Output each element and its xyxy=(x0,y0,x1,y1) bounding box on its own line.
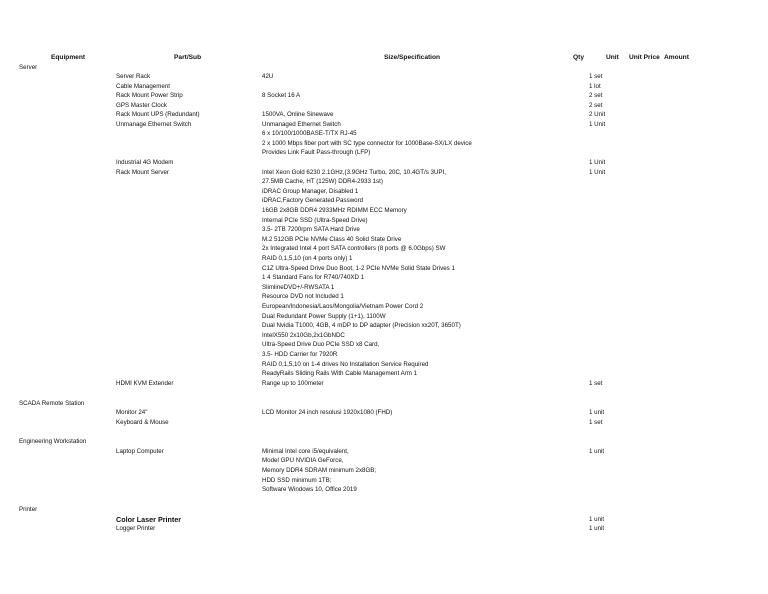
qty-cell: 2 Unit xyxy=(589,111,606,118)
qty-cell: 1 unit xyxy=(589,448,605,455)
part-item: Rack Mount UPS (Redundant) xyxy=(116,111,200,118)
qty-cell: 1 lot xyxy=(589,83,601,90)
spec-line: HDD SSD minimum 1TB; xyxy=(262,477,332,484)
spec-line: Minimal Intel core i5/equivalent, xyxy=(262,448,349,455)
spec-line: M.2 512GB PCIe NVMe Class 40 Solid State Drive xyxy=(262,236,402,243)
spec-line: Ultra-Speed Drive Duo PCIe SSD x8 Card, xyxy=(262,341,380,348)
spec-line: 3.5- 2TB 7200rpm SATA Hard Drive xyxy=(262,226,360,233)
qty-cell: 1 set xyxy=(589,380,603,387)
qty-cell: 1 unit xyxy=(589,409,605,416)
header-part: Part/Sub xyxy=(174,54,202,61)
header-unit: Unit xyxy=(606,54,619,61)
qty-cell: 1 Unit xyxy=(589,159,606,166)
spec-line: Dual Nvidia T1000, 4GB, 4 mDP to DP adapter (Precision xx20T, 3650T) xyxy=(262,322,461,329)
section-server: Server xyxy=(19,64,38,71)
qty-cell: 2 set xyxy=(589,92,603,99)
spec-line: Range up to 100meter xyxy=(262,380,324,387)
spec-line: 3.5- HDD Carrier for 7920R xyxy=(262,351,338,358)
part-item: GPS Master Clock xyxy=(116,102,167,109)
spec-line: 6 x 10/100/1000BASE-T/TX RJ-45 xyxy=(262,130,357,137)
part-item: Logger Printer xyxy=(116,525,156,532)
spec-line: 27.5MB Cache, HT (125W) DDR4-2933 1st) xyxy=(262,178,383,185)
spec-line: 42U xyxy=(262,73,274,80)
spec-line: Software Windows 10, Office 2019 xyxy=(262,486,357,493)
spec-line: SlimlineDVD+/-RWSATA 1 xyxy=(262,284,335,291)
header-qty: Qty xyxy=(573,54,584,61)
spec-line: iDRAC Group Manager, Disabled 1 xyxy=(262,188,359,195)
header-equipment: Equipment xyxy=(51,54,86,61)
spec-line: Internal PCIe SSD (Ultra-Speed Drive) xyxy=(262,217,368,224)
part-item: Rack Mount Power Strip xyxy=(116,92,183,99)
section-engineering: Engineering Workstation xyxy=(19,438,87,445)
part-item: Cable Management xyxy=(116,83,171,90)
part-item: Server Rack xyxy=(116,73,151,80)
qty-cell: 1 set xyxy=(589,419,603,426)
section-scada: SCADA Remote Station xyxy=(19,400,85,407)
header-amount: Amount xyxy=(664,54,689,61)
spec-line: European/Indonesia/Laos/Mongolia/Vietnam Power Cord 2 xyxy=(262,303,424,310)
spec-line: IntelX550 2x10Gb,2x1GbNDC xyxy=(262,332,345,339)
part-item: Rack Mount Server xyxy=(116,169,169,176)
part-item: Keyboard & Mouse xyxy=(116,419,169,426)
qty-cell: 2 set xyxy=(589,102,603,109)
spec-line: Dual Redundant Power Supply (1+1), 1100W xyxy=(262,313,386,320)
spec-line: LCD Monitor 24 inch resolusi 1920x1080 (FHD) xyxy=(262,409,393,416)
spec-line: 16GB 2x8GB DDR4 2933MHz RDIMM ECC Memory xyxy=(262,207,407,214)
part-item: Monitor 24" xyxy=(116,409,148,416)
spec-line: 1 4 Standard Fans for R740/740XD 1 xyxy=(262,274,365,281)
part-item: HDMI KVM Extender xyxy=(116,380,174,387)
qty-cell: 1 set xyxy=(589,73,603,80)
qty-cell: 1 Unit xyxy=(589,169,606,176)
part-item: Industrial 4G Modem xyxy=(116,159,174,166)
part-item: Color Laser Printer xyxy=(116,515,182,524)
spec-line: 1500VA, Online Sinewave xyxy=(262,111,334,118)
spec-line: 2 x 1000 Mbps fiber port with SC type connector for 1000Base-SX/LX device xyxy=(262,140,472,147)
spec-line: C1Z Ultra-Speed Drive Duo Boot, 1-2 PCIe NVMe Solid State Drives 1 xyxy=(262,265,455,272)
qty-cell: 1 unit xyxy=(589,516,605,523)
spec-line: Model GPU NVIDIA GeForce, xyxy=(262,457,344,464)
spec-line: ReadyRails Sliding Rails With Cable Management Arm 1 xyxy=(262,370,418,377)
spec-line: 8 Socket 16 A xyxy=(262,92,301,99)
qty-cell: 1 unit xyxy=(589,525,605,532)
spec-line: 2x Integrated Intel 4 port SATA controllers (8 ports @ 6.0Gbps) SW xyxy=(262,245,446,252)
part-item: Unmanage Ethernet Switch xyxy=(116,121,192,128)
spec-line: Provides Link Fault Pass-through (LFP) xyxy=(262,149,371,156)
spec-line: RAID 0,1,5,10 (on 4 ports only) 1 xyxy=(262,255,353,262)
spec-line: RAID 0,1,5,10 on 1-4 drives No Installation Service Required xyxy=(262,361,429,368)
section-printer: Printer xyxy=(19,506,38,513)
header-spec: Size/Specification xyxy=(384,54,441,61)
spec-line: Memory DDR4 SDRAM minimum 2x8GB; xyxy=(262,467,377,474)
qty-cell: 1 Unit xyxy=(589,121,606,128)
spec-line: Resource DVD not Included 1 xyxy=(262,293,344,300)
spec-line: Intel Xeon Gold 6230 2.1GHz,(3.9GHz Turbo, 20C, 10.4GT/s 3UPI, xyxy=(262,169,446,176)
spec-line: Unmanaged Ethernet Switch xyxy=(262,121,341,128)
part-item: Laptop Computer xyxy=(116,448,164,455)
spec-line: iDRAC,Factory Generated Password xyxy=(262,197,364,204)
header-unit-price: Unit Price xyxy=(629,54,660,61)
